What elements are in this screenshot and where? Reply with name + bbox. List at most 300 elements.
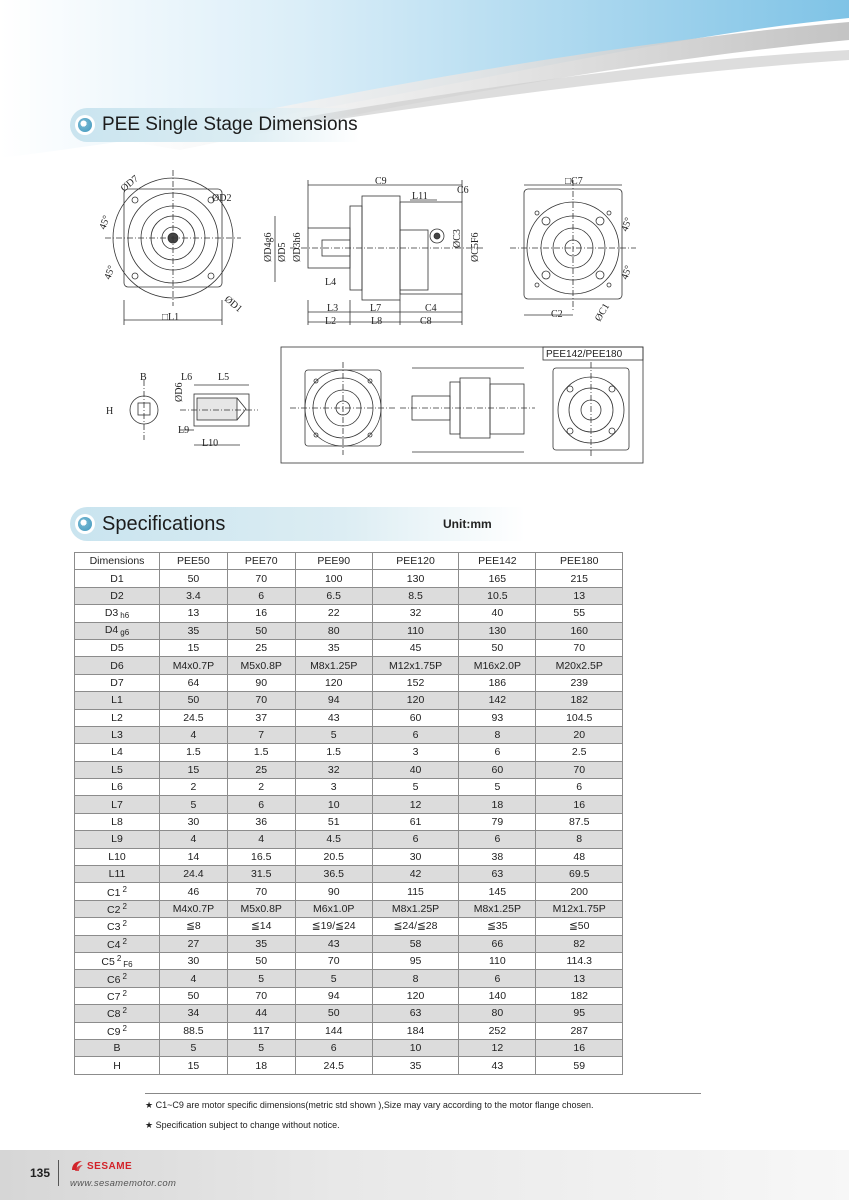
dimension-label: C7: [107, 990, 121, 1003]
value-cell: 55: [536, 605, 623, 622]
value-cell: 8: [536, 831, 623, 848]
value-cell: ≦35: [459, 918, 536, 935]
value-cell: 6: [459, 744, 536, 761]
value-cell: 95: [372, 952, 459, 969]
value-cell: 4: [227, 831, 295, 848]
label-d7: ØD7: [118, 173, 141, 195]
value-cell: 3: [295, 779, 372, 796]
value-cell: 88.5: [160, 1022, 228, 1039]
value-cell: 58: [372, 935, 459, 952]
value-cell: 40: [372, 761, 459, 778]
value-cell: M4x0.7P: [160, 657, 228, 674]
value-cell: 50: [459, 639, 536, 656]
value-cell: 12: [372, 796, 459, 813]
value-cell: 7: [227, 726, 295, 743]
value-cell: 42: [372, 866, 459, 883]
value-cell: 35: [372, 1057, 459, 1074]
value-cell: M6x1.0P: [295, 900, 372, 917]
value-cell: M4x0.7P: [160, 900, 228, 917]
value-cell: 43: [459, 1057, 536, 1074]
value-cell: ≦14: [227, 918, 295, 935]
value-cell: 16: [227, 605, 295, 622]
value-cell: 70: [227, 987, 295, 1004]
dimension-cell: [75, 848, 160, 865]
label-d5: ØD5: [277, 242, 288, 262]
table-row: [75, 918, 623, 935]
value-cell: 15: [160, 639, 228, 656]
label-d1: ØD1: [222, 293, 245, 315]
brand-name: SESAME: [87, 1160, 133, 1172]
table-row: [75, 1039, 623, 1056]
value-cell: 60: [372, 709, 459, 726]
column-header: PEE120: [372, 553, 459, 570]
value-cell: 25: [227, 761, 295, 778]
value-cell: 239: [536, 674, 623, 691]
dimension-cell: [75, 709, 160, 726]
label-l1: □L1: [162, 312, 180, 323]
value-cell: M8x1.25P: [372, 900, 459, 917]
dimension-label: D1: [110, 572, 124, 585]
value-cell: 82: [536, 935, 623, 952]
website-url: www.sesamemotor.com: [70, 1178, 177, 1189]
value-cell: 104.5: [536, 709, 623, 726]
value-cell: 6.5: [295, 587, 372, 604]
dimension-superscript: 2: [122, 902, 127, 911]
value-cell: 32: [295, 761, 372, 778]
dimension-cell: [75, 1022, 160, 1039]
value-cell: 5: [295, 726, 372, 743]
label-l10: L10: [202, 438, 219, 449]
value-cell: 87.5: [536, 813, 623, 830]
value-cell: 120: [372, 987, 459, 1004]
label-l11: L11: [412, 191, 428, 202]
label-angle-1: 45°: [97, 214, 113, 232]
table-row: [75, 639, 623, 656]
value-cell: 69.5: [536, 866, 623, 883]
value-cell: 80: [459, 1005, 536, 1022]
table-row: [75, 848, 623, 865]
specifications-header: [70, 507, 525, 541]
dimension-tolerance: F6: [123, 959, 133, 969]
value-cell: 4: [160, 726, 228, 743]
value-cell: 30: [160, 813, 228, 830]
bullet-dot-icon: [78, 517, 92, 531]
value-cell: 5: [295, 970, 372, 987]
value-cell: 144: [295, 1022, 372, 1039]
value-cell: 117: [227, 1022, 295, 1039]
footer-bar: [0, 1150, 849, 1200]
value-cell: 40: [459, 605, 536, 622]
value-cell: 50: [160, 987, 228, 1004]
value-cell: 24.4: [160, 866, 228, 883]
value-cell: 100: [295, 570, 372, 587]
value-cell: 35: [160, 622, 228, 639]
label-d4: ØD4g6: [263, 232, 274, 262]
table-row: [75, 883, 623, 900]
value-cell: 3: [372, 744, 459, 761]
value-cell: 16.5: [227, 848, 295, 865]
value-cell: 130: [372, 570, 459, 587]
value-cell: 6: [227, 587, 295, 604]
value-cell: 2: [160, 779, 228, 796]
value-cell: 5: [160, 796, 228, 813]
value-cell: 4: [160, 970, 228, 987]
footnotes: [145, 1093, 701, 1140]
value-cell: 114.3: [536, 952, 623, 969]
value-cell: ≦24/≦28: [372, 918, 459, 935]
dimension-superscript: 2: [122, 1006, 127, 1016]
value-cell: 160: [536, 622, 623, 639]
label-c1: ØC1: [593, 301, 613, 324]
table-row: [75, 952, 623, 969]
dimension-cell: [75, 779, 160, 796]
brand-logo: [70, 1160, 132, 1172]
table-row: [75, 726, 623, 743]
value-cell: 35: [227, 935, 295, 952]
label-c7: □C7: [565, 176, 583, 187]
dimension-cell: [75, 900, 160, 917]
dimension-label: D7: [110, 676, 124, 689]
specifications-title: Specifications: [102, 512, 226, 535]
value-cell: 59: [536, 1057, 623, 1074]
value-cell: 22: [295, 605, 372, 622]
value-cell: 18: [459, 796, 536, 813]
value-cell: 13: [160, 605, 228, 622]
value-cell: 287: [536, 1022, 623, 1039]
value-cell: 182: [536, 987, 623, 1004]
value-cell: 182: [536, 692, 623, 709]
value-cell: 70: [227, 692, 295, 709]
value-cell: 115: [372, 883, 459, 900]
dimension-label: C8: [107, 1008, 121, 1021]
value-cell: 3.4: [160, 587, 228, 604]
dimension-cell: [75, 970, 160, 987]
value-cell: 94: [295, 987, 372, 1004]
dimension-label: D6: [110, 659, 124, 672]
dimension-cell: [75, 674, 160, 691]
value-cell: 95: [536, 1005, 623, 1022]
table-row: [75, 605, 623, 622]
table-header-row: [75, 553, 623, 570]
label-c6: C6: [457, 185, 469, 196]
label-angle-2: 45°: [102, 264, 118, 282]
value-cell: 6: [372, 831, 459, 848]
value-cell: 18: [227, 1057, 295, 1074]
label-l7: L7: [370, 303, 382, 314]
dimension-superscript: 2: [122, 936, 127, 946]
value-cell: 15: [160, 1057, 228, 1074]
value-cell: 35: [295, 639, 372, 656]
dimension-label: L7: [111, 798, 123, 811]
value-cell: 1.5: [295, 744, 372, 761]
dimension-cell: [75, 918, 160, 935]
value-cell: 6: [295, 1039, 372, 1056]
dimension-cell: [75, 952, 160, 969]
value-cell: 10: [295, 796, 372, 813]
value-cell: 5: [227, 970, 295, 987]
value-cell: 70: [536, 639, 623, 656]
dimension-drawings: [0, 0, 849, 480]
label-l8: L8: [371, 316, 383, 327]
value-cell: 8: [372, 970, 459, 987]
value-cell: 1.5: [160, 744, 228, 761]
dimension-label: D3: [104, 606, 119, 619]
label-l2: L2: [325, 316, 337, 327]
value-cell: 16: [536, 1039, 623, 1056]
column-header: PEE90: [295, 553, 372, 570]
label-d6: ØD6: [174, 382, 185, 402]
dimension-label: L10: [108, 850, 126, 863]
value-cell: 50: [160, 692, 228, 709]
value-cell: 6: [372, 726, 459, 743]
value-cell: 10.5: [459, 587, 536, 604]
value-cell: 110: [372, 622, 459, 639]
value-cell: 25: [227, 639, 295, 656]
label-l5: L5: [218, 372, 230, 383]
dimension-cell: [75, 692, 160, 709]
value-cell: 110: [459, 952, 536, 969]
value-cell: 4: [160, 831, 228, 848]
value-cell: 2: [227, 779, 295, 796]
table-row: [75, 1005, 623, 1022]
value-cell: 15: [160, 761, 228, 778]
dimension-cell: [75, 761, 160, 778]
value-cell: 50: [227, 622, 295, 639]
value-cell: 120: [295, 674, 372, 691]
value-cell: 50: [160, 570, 228, 587]
label-h: H: [106, 406, 114, 417]
table-row: [75, 744, 623, 761]
value-cell: 70: [536, 761, 623, 778]
dimension-label: C9: [107, 1025, 121, 1038]
value-cell: 120: [372, 692, 459, 709]
value-cell: 30: [372, 848, 459, 865]
value-cell: M8x1.25P: [459, 900, 536, 917]
column-header: PEE142: [459, 553, 536, 570]
label-angle-4: 45°: [619, 264, 635, 282]
value-cell: 6: [227, 796, 295, 813]
dimension-label: L2: [111, 711, 123, 724]
dimension-cell: [75, 831, 160, 848]
value-cell: 5: [227, 1039, 295, 1056]
dimension-label: C1: [107, 886, 121, 899]
dimension-label: D5: [110, 642, 124, 655]
value-cell: 30: [160, 952, 228, 969]
dimension-cell: [75, 587, 160, 604]
value-cell: 24.5: [295, 1057, 372, 1074]
value-cell: 45: [372, 639, 459, 656]
value-cell: 6: [459, 831, 536, 848]
value-cell: 16: [536, 796, 623, 813]
footnote: ★ Specification subject to change without notice.: [145, 1120, 340, 1130]
table-row: [75, 1022, 623, 1039]
value-cell: 70: [295, 952, 372, 969]
table-body: [75, 570, 623, 1074]
label-l3: L3: [327, 303, 339, 314]
value-cell: 43: [295, 709, 372, 726]
label-c3: ØC3: [452, 229, 463, 248]
value-cell: 2.5: [536, 744, 623, 761]
sesame-logo-icon: [70, 1160, 84, 1172]
dimension-label: L9: [111, 833, 123, 846]
dimension-cell: [75, 796, 160, 813]
dimension-superscript: 2: [122, 971, 127, 981]
table-row: [75, 813, 623, 830]
value-cell: 60: [459, 761, 536, 778]
value-cell: 70: [227, 570, 295, 587]
dimension-superscript: 2: [122, 919, 127, 929]
value-cell: 6: [459, 970, 536, 987]
dimension-cell: [75, 1005, 160, 1022]
value-cell: 13: [536, 970, 623, 987]
table-row: [75, 935, 623, 952]
value-cell: 50: [295, 1005, 372, 1022]
label-c8: C8: [420, 316, 432, 327]
value-cell: 184: [372, 1022, 459, 1039]
dimension-superscript: 2: [122, 988, 127, 998]
value-cell: 64: [160, 674, 228, 691]
value-cell: 80: [295, 622, 372, 639]
value-cell: M8x1.25P: [295, 657, 372, 674]
value-cell: M20x2.5P: [536, 657, 623, 674]
value-cell: 5: [459, 779, 536, 796]
dimension-label: C4: [107, 938, 121, 951]
table-row: [75, 1057, 623, 1074]
value-cell: M12x1.75P: [536, 900, 623, 917]
value-cell: 140: [459, 987, 536, 1004]
value-cell: 66: [459, 935, 536, 952]
value-cell: 32: [372, 605, 459, 622]
footnote: ★ C1~C9 are motor specific dimensions(metric std shown ),Size may vary according to the motor flange chosen.: [145, 1100, 594, 1110]
table-row: [75, 587, 623, 604]
dimension-label: L4: [111, 746, 123, 759]
value-cell: 8: [459, 726, 536, 743]
value-cell: 10: [372, 1039, 459, 1056]
value-cell: 4.5: [295, 831, 372, 848]
table-row: [75, 866, 623, 883]
dimension-superscript: 2: [122, 884, 127, 894]
column-header: PEE180: [536, 553, 623, 570]
dimension-label: L5: [111, 763, 123, 776]
dimension-label: B: [113, 1042, 121, 1055]
value-cell: 79: [459, 813, 536, 830]
value-cell: 152: [372, 674, 459, 691]
spec-table: [74, 552, 623, 1075]
dimension-cell: [75, 1057, 160, 1074]
value-cell: 63: [372, 1005, 459, 1022]
dimension-label: C6: [107, 973, 121, 986]
dimension-cell: [75, 1039, 160, 1056]
value-cell: 142: [459, 692, 536, 709]
table-row: [75, 831, 623, 848]
value-cell: 34: [160, 1005, 228, 1022]
dimension-superscript: 2: [116, 953, 122, 963]
dimension-cell: [75, 866, 160, 883]
value-cell: 24.5: [160, 709, 228, 726]
label-l6: L6: [181, 372, 193, 383]
dimension-tolerance: g6: [120, 628, 130, 638]
value-cell: ≦19/≦24: [295, 918, 372, 935]
value-cell: ≦50: [536, 918, 623, 935]
dimension-label: L11: [108, 868, 126, 881]
value-cell: 8.5: [372, 587, 459, 604]
dimensions-title: PEE Single Stage Dimensions: [102, 114, 358, 135]
table-row: [75, 709, 623, 726]
value-cell: 27: [160, 935, 228, 952]
value-cell: 90: [227, 674, 295, 691]
page-number: 135: [30, 1166, 51, 1180]
column-header: PEE50: [160, 553, 228, 570]
value-cell: 70: [227, 883, 295, 900]
value-cell: 94: [295, 692, 372, 709]
label-c2: C2: [551, 309, 563, 320]
value-cell: 61: [372, 813, 459, 830]
value-cell: 46: [160, 883, 228, 900]
value-cell: M5x0.8P: [227, 900, 295, 917]
dimension-label: D2: [110, 589, 124, 602]
table-row: [75, 796, 623, 813]
value-cell: 36: [227, 813, 295, 830]
value-cell: 14: [160, 848, 228, 865]
label-l9: L9: [178, 425, 190, 436]
dimension-label: L8: [111, 816, 123, 829]
value-cell: 200: [536, 883, 623, 900]
label-b: B: [140, 372, 147, 383]
dimension-label: L6: [111, 781, 123, 794]
table-row: [75, 692, 623, 709]
value-cell: 1.5: [227, 744, 295, 761]
value-cell: 20: [536, 726, 623, 743]
dimension-cell: [75, 744, 160, 761]
value-cell: 215: [536, 570, 623, 587]
label-angle-3: 45°: [619, 216, 635, 234]
table-row: [75, 570, 623, 587]
table-row: [75, 900, 623, 917]
dimension-label: C3: [107, 921, 121, 934]
footer-divider: [58, 1160, 59, 1186]
table-row: [75, 761, 623, 778]
dimension-superscript: 2: [122, 1023, 127, 1033]
dimension-label: C5: [101, 955, 115, 968]
dimension-cell: [75, 726, 160, 743]
value-cell: 48: [536, 848, 623, 865]
value-cell: 63: [459, 866, 536, 883]
table-row: [75, 674, 623, 691]
table-row: [75, 657, 623, 674]
value-cell: 38: [459, 848, 536, 865]
dimension-label: H: [113, 1059, 121, 1072]
table-row: [75, 970, 623, 987]
dimension-label: D4: [104, 624, 119, 637]
label-l4: L4: [325, 277, 337, 288]
column-header: PEE70: [227, 553, 295, 570]
dimension-cell: [75, 570, 160, 587]
dimension-cell: [75, 657, 160, 674]
value-cell: 5: [372, 779, 459, 796]
label-c9: C9: [375, 176, 387, 187]
label-d3: ØD3h6: [292, 232, 303, 262]
label-c4: C4: [425, 303, 437, 314]
value-cell: 44: [227, 1005, 295, 1022]
variant-title: PEE142/PEE180: [546, 349, 623, 360]
value-cell: ≦8: [160, 918, 228, 935]
value-cell: 93: [459, 709, 536, 726]
value-cell: M16x2.0P: [459, 657, 536, 674]
value-cell: 36.5: [295, 866, 372, 883]
dimension-cell: [75, 622, 160, 639]
value-cell: 51: [295, 813, 372, 830]
value-cell: 31.5: [227, 866, 295, 883]
